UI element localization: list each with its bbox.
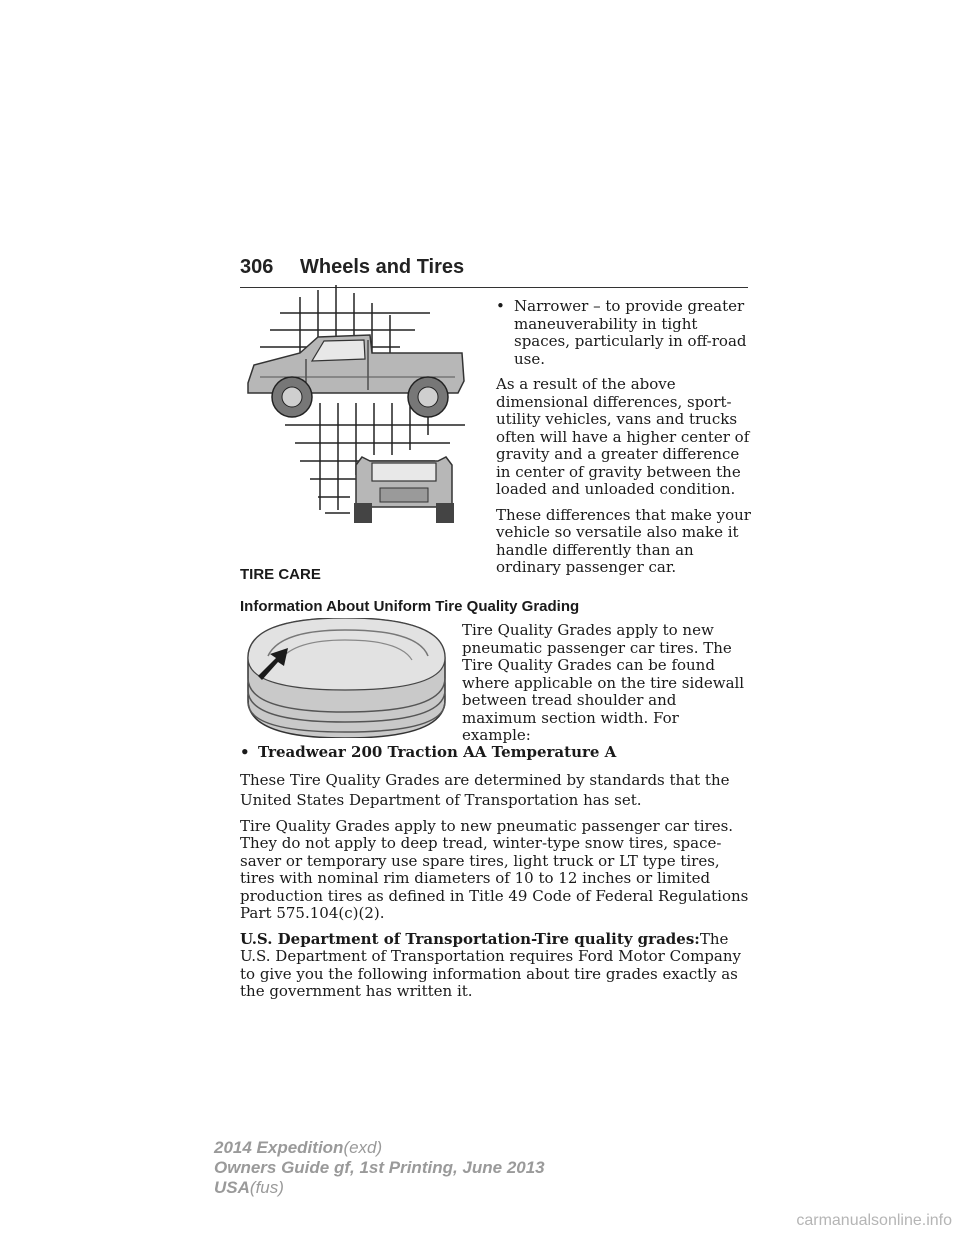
tire-grades-paragraph-2: These Tire Quality Grades are determined by standards that the United States Department of Transportation has set. xyxy=(240,770,730,809)
dot-text: The U.S. Department of Transportation requires Ford Motor Company to give you the following information about tire grades exactly as the government has written it. xyxy=(240,929,741,1000)
tire-care-heading: TIRE CARE xyxy=(240,566,321,583)
section-title: Wheels and Tires xyxy=(300,256,465,278)
tire-grades-paragraph-3: Tire Quality Grades apply to new pneumatic passenger car tires. They do not apply to deep tread, winter-type snow tires, space-saver or temporary use spare tires, light truck or LT type tires, tires with nominal rim diameters of 10 to 12 inches or limited production tires as defined in Title 49 Code of Federal Regulations Part 575.104(c)(2). xyxy=(240,816,749,922)
tire-grades-body xyxy=(240,744,752,1001)
dot-label: U.S. Department of Transportation-Tire quality grades: xyxy=(240,929,700,948)
tire-quality-column xyxy=(462,622,752,745)
intro-paragraph-1: As a result of the above dimensional differences, sport-utility vehicles, vans and trucks often will have a higher center of gravity and a greater difference in center of gravity between the loaded and unloaded condition. xyxy=(496,375,750,498)
tire-quality-paragraph-1: Tire Quality Grades apply to new pneumatic passenger car tires. The Tire Quality Grades can be found where applicable on the tire sidewall between tread shoulder and maximum section width. For example: xyxy=(462,621,745,744)
footer-line-1 xyxy=(214,1138,382,1158)
tire-sidewall-illustration xyxy=(240,618,455,738)
footer-line-3 xyxy=(214,1178,284,1198)
intro-bullet-text: Narrower – to provide greater maneuverability in tight spaces, particularly in off-road use. xyxy=(514,297,747,368)
truck-dimensions-illustration xyxy=(240,285,470,525)
intro-paragraph-2: These differences that make your vehicle so versatile also make it handle differently than an ordinary passenger car. xyxy=(496,505,751,576)
uniform-grading-subheading: Information About Uniform Tire Quality Grading xyxy=(240,598,580,615)
footer-model-code: (exd) xyxy=(343,1138,383,1157)
watermark-link[interactable]: carmanualsonline.info xyxy=(796,1212,952,1229)
footer-printing: Owners Guide gf, 1st Printing, June 2013 xyxy=(214,1158,545,1177)
bullet-icon: • xyxy=(240,743,250,761)
footer-market: USA xyxy=(214,1178,250,1197)
footer-model: 2014 Expedition xyxy=(214,1138,344,1157)
list-item xyxy=(496,298,752,368)
bullet-icon: • xyxy=(496,297,505,315)
example-grade-text: Treadwear 200 Traction AA Temperature A xyxy=(258,743,617,761)
dot-requirements-paragraph xyxy=(240,931,752,1001)
page-number: 306 xyxy=(240,256,274,278)
list-item xyxy=(240,744,752,762)
intro-column xyxy=(496,298,752,577)
footer-line-2 xyxy=(214,1158,545,1178)
footer-market-code: (fus) xyxy=(249,1178,284,1197)
